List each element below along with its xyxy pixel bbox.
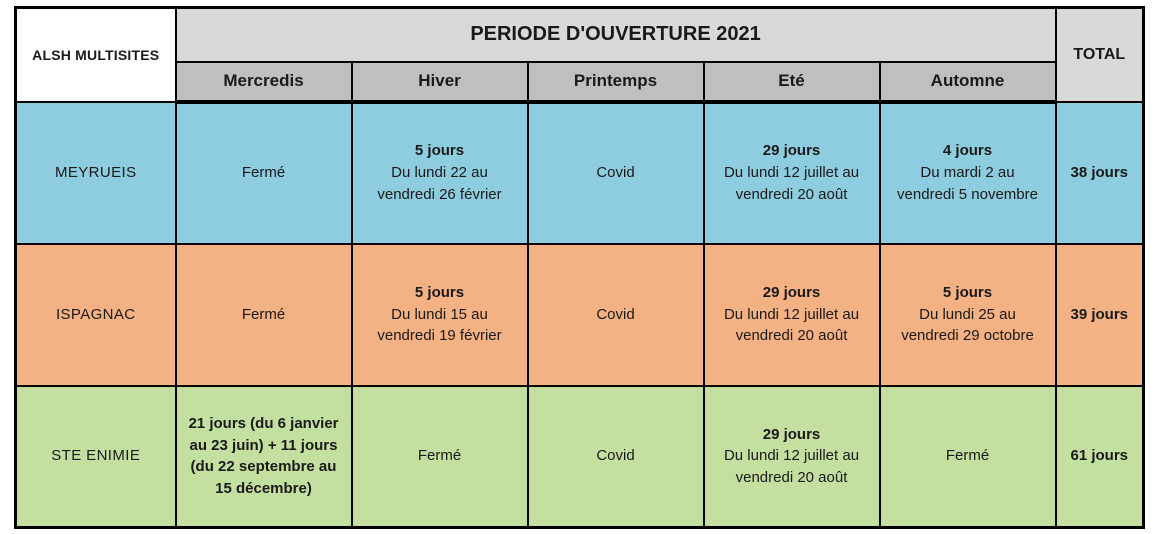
- cell-detail-line: Du lundi 25 au: [919, 305, 1016, 323]
- header-season-mercredis: Mercredis: [176, 62, 352, 102]
- header-row-top: [16, 8, 1144, 62]
- cell-detail-line: vendredi 20 août: [735, 469, 848, 487]
- cell-detail-line: Fermé: [417, 447, 462, 465]
- cell-site-name: STE ENIMIE: [16, 386, 176, 528]
- cell-bold-line: 5 jours: [414, 283, 465, 301]
- cell-bold-line: 4 jours: [942, 142, 993, 160]
- cell-detail-line: vendredi 19 février: [377, 327, 502, 345]
- cell-detail-line: 15 décembre): [215, 480, 312, 497]
- cell-mercredis: [176, 244, 352, 386]
- header-season-ete: Eté: [704, 62, 880, 102]
- cell-ete: [704, 386, 880, 528]
- table-row: [16, 244, 1144, 386]
- cell-detail-line: Du lundi 12 juillet au: [723, 447, 860, 465]
- cell-hiver: [352, 386, 528, 528]
- table-header: [16, 8, 1144, 102]
- header-period-title: PERIODE D'OUVERTURE 2021: [176, 8, 1056, 62]
- cell-site-name: MEYRUEIS: [16, 102, 176, 244]
- cell-bold-line: 5 jours: [414, 142, 465, 160]
- cell-detail-line: Du mardi 2 au: [920, 164, 1015, 182]
- cell-printemps: [528, 386, 704, 528]
- cell-printemps: [528, 102, 704, 244]
- cell-bold-line: 5 jours: [942, 283, 993, 301]
- cell-detail-line: Du lundi 22 au: [391, 164, 488, 182]
- cell-bold-line: 29 jours: [762, 142, 821, 160]
- header-alsh-multisites: ALSH MULTISITES: [16, 8, 176, 102]
- cell-detail-line: vendredi 20 août: [735, 327, 848, 345]
- table-row: [16, 386, 1144, 528]
- cell-detail-line: Covid: [596, 447, 635, 465]
- cell-bold-line: 29 jours: [762, 283, 821, 301]
- cell-detail-line: Fermé: [945, 447, 990, 465]
- cell-detail-line: Covid: [596, 164, 635, 182]
- cell-automne: [880, 386, 1056, 528]
- cell-detail-line: Du lundi 15 au: [391, 305, 488, 323]
- table-body: [16, 102, 1144, 528]
- cell-total: 39 jours: [1056, 244, 1144, 386]
- cell-detail-line: vendredi 5 novembre: [897, 185, 1038, 203]
- header-season-automne: Automne: [880, 62, 1056, 102]
- cell-hiver: [352, 102, 528, 244]
- cell-detail-line: Fermé: [241, 305, 286, 323]
- cell-total: 38 jours: [1056, 102, 1144, 244]
- cell-detail-line: vendredi 26 février: [377, 185, 502, 203]
- opening-periods-table: [14, 6, 1145, 529]
- header-season-printemps: Printemps: [528, 62, 704, 102]
- cell-hiver: [352, 244, 528, 386]
- header-row-seasons: [16, 62, 1144, 102]
- cell-detail-line: vendredi 29 octobre: [901, 327, 1034, 345]
- header-season-hiver: Hiver: [352, 62, 528, 102]
- header-total: TOTAL: [1056, 8, 1144, 102]
- cell-ete: [704, 102, 880, 244]
- cell-detail-line: Du lundi 12 juillet au: [723, 305, 860, 323]
- cell-site-name: ISPAGNAC: [16, 244, 176, 386]
- cell-total: 61 jours: [1056, 386, 1144, 528]
- cell-detail-line: Covid: [596, 305, 635, 323]
- cell-mercredis: [176, 386, 352, 528]
- cell-detail-line: Du lundi 12 juillet au: [723, 164, 860, 182]
- cell-printemps: [528, 244, 704, 386]
- cell-detail-line: vendredi 20 août: [735, 185, 848, 203]
- cell-mercredis: [176, 102, 352, 244]
- cell-detail-line: (du 22 septembre au: [190, 458, 337, 476]
- cell-detail-line: Fermé: [241, 164, 286, 182]
- table-row: [16, 102, 1144, 244]
- cell-detail-line: 21 jours (du 6 janvier: [188, 414, 339, 432]
- cell-detail-line: au 23 juin) + 11 jours: [189, 436, 338, 454]
- cell-automne: [880, 244, 1056, 386]
- cell-ete: [704, 244, 880, 386]
- cell-automne: [880, 102, 1056, 244]
- cell-bold-line: 29 jours: [762, 425, 821, 443]
